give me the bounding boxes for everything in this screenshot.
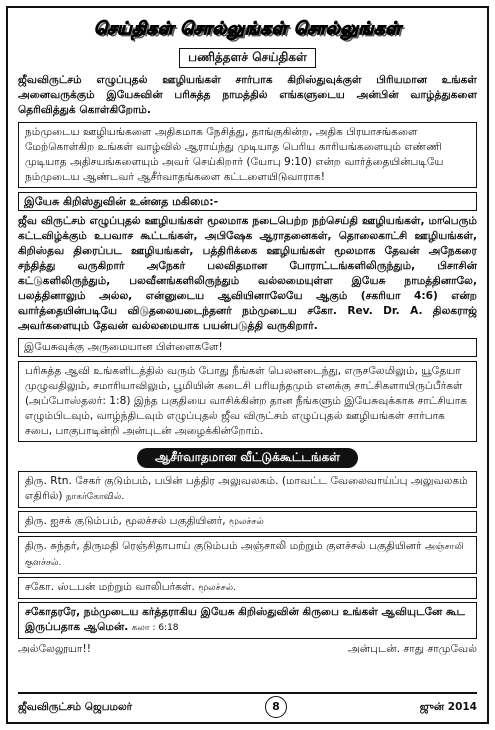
section-title: இயேசு கிறிஸ்துவின் உன்னத மகிமை:- xyxy=(18,192,477,211)
page xyxy=(6,6,489,724)
closing-blessing: சகோதரரே, நம்முடைய கர்த்தராகிய இயேசு கிறிஸ்துவின் கிருபை உங்கள் ஆவியுடனே கூட இருப்பதாக ஆமென். கலா : 6:18 xyxy=(18,602,477,639)
signoff-right: அன்புடன். சாது சாமுவேல் xyxy=(348,643,477,655)
subheading: பணித்தளச் செய்திகள் xyxy=(179,48,316,68)
family-item: திரு. Rtn. சேகர் குடும்பம், பபின் பத்திர அலுவலகம். (மாவட்ட வேலைவாய்ப்பு அலுவலகம் எதிரில்) நாகர்கோவில். xyxy=(18,471,477,508)
praise-line: இயேசுவுக்கு அருமையான பிள்ளைகளே! xyxy=(18,338,477,357)
family-item: திரு. ஐசக் குடும்பம், மூலச்சல் பகுதியினர், மூலச்சல் xyxy=(18,511,477,533)
families-heading: ஆசீர்வாதமான வீட்டுக்கூட்டங்கள் xyxy=(137,448,358,468)
footer xyxy=(18,692,477,718)
family-item: சகோ. ஸ்டபன் மற்றும் வாலிபர்கள். மூலச்சல். xyxy=(18,577,477,599)
section-body: ஜீவ விருட்சம் எழுப்புதல் ஊழியங்கள் மூலமாக நடைபெற்ற நற்செய்தி ஊழியங்கள், மாபெரும் கட்டவிழ்க்கும் உபவாச கூட்டங்கள், அபிஷேக ஆராதனைகள், தொலைகாட்சி ஊழியங்கள், கிறிஸ்தவ திரைப்பட ஊழியங்கள், பத்திரிக்கை ஊழியங்கள் மூலமாக தேவன் அநேகரை சந்தித்து வருகிறார் அநேகர் பலவிதமான போராட்டங்களிலிருந்தும், பிசாசின் கட்டுகளிலிருந்தும், பலவீனங்களிலிருந்தும் வல்லமையுள்ள இயேசு நாமத்தினாலே, பலத்தினாலும் அல்ல, என்னுடைய ஆவியினாலேயே ஆகும் (சகரியா 4:6) என்ற வார்த்தையின்படியே விடுதலையடைந்தனர் நம்முடைய சகோ. Rev. Dr. A. திலகராஜ் அவர்களையும் தேவன் வல்லமையாக பயன்படுத்தி வருகிறார். xyxy=(18,215,477,332)
families-heading-wrap xyxy=(18,446,477,468)
blessing-box: நம்முடைய ஊழியங்களை அதிகமாக நேசித்து, தாங்குகின்ற, அதிக பிரயாசங்களை மேற்கொள்கிற உங்கள் வாழ்வில் ஆராய்ந்து முடியாத பெரிய காரியங்களையும் எண்ணி முடியாத அதிசயங்களையும் அவர் செய்கிறார் (யோபு 9:10) என்ற வார்த்தையின்படியே நம்முடைய ஆண்டவர் ஆசீர்வாதங்களை கட்டளையிடுவாராக! xyxy=(18,122,477,188)
footer-magazine: ஜீவவிருட்சம் ஜெபமலர் xyxy=(18,700,133,713)
banner-title: செய்திகள் சொல்லுங்கள் சொல்லுங்கள் xyxy=(93,19,402,39)
intro-paragraph: ஜீவவிருட்சம் எழுப்புதல் ஊழியங்கள் சார்பாக கிறிஸ்துவுக்குள் பிரியமான உங்கள் அனைவருக்கும் இயேசுவின் பரிசுத்த நாமத்தில் எங்களுடைய அன்பின் வாழ்த்துகளை தெரிவித்துக் கொள்கிறோம். xyxy=(18,74,477,116)
subheading-wrap xyxy=(18,46,477,68)
footer-date: ஜுன் 2014 xyxy=(419,700,477,713)
holy-spirit-box: பரிசுத்த ஆவி உங்களிடத்தில் வரும் போது நீங்கள் பெலனடைந்து, எருசலேமிலும், யூதேயா முழுவதிலும், சமாரியாவிலும், பூமியின் கடைசி பரியந்தமும் எனக்கு சாட்சிகளாயிருப்பீர்கள் (அப்போஸ்தலர்: 1:8) இந்த பகுதியை வாசிக்கின்ற தான நீங்களும் இயேசுவுக்காக சாட்சியாக எழும்பிடவும், வாழ்ந்திடவும் எழுப்புதல் ஜீவ விருட்சம் எழுப்புதல் ஊழியங்கள் சார்பாக சபை, பாகுபாடின்றி அன்புடன் அழைக்கின்றோம். xyxy=(18,361,477,442)
family-item: திரு. சுந்தர், திருமதி ரெஞ்சிதாபாய் குடும்பம் அஞ்சாலி மற்றும் குளச்சல் பகுதியினர் அஞ்சாலி குளச்சல். xyxy=(18,536,477,574)
page-number: 8 xyxy=(265,696,287,718)
signoff-left: அல்லேலூயா!! xyxy=(18,643,91,655)
signoff xyxy=(18,642,477,657)
